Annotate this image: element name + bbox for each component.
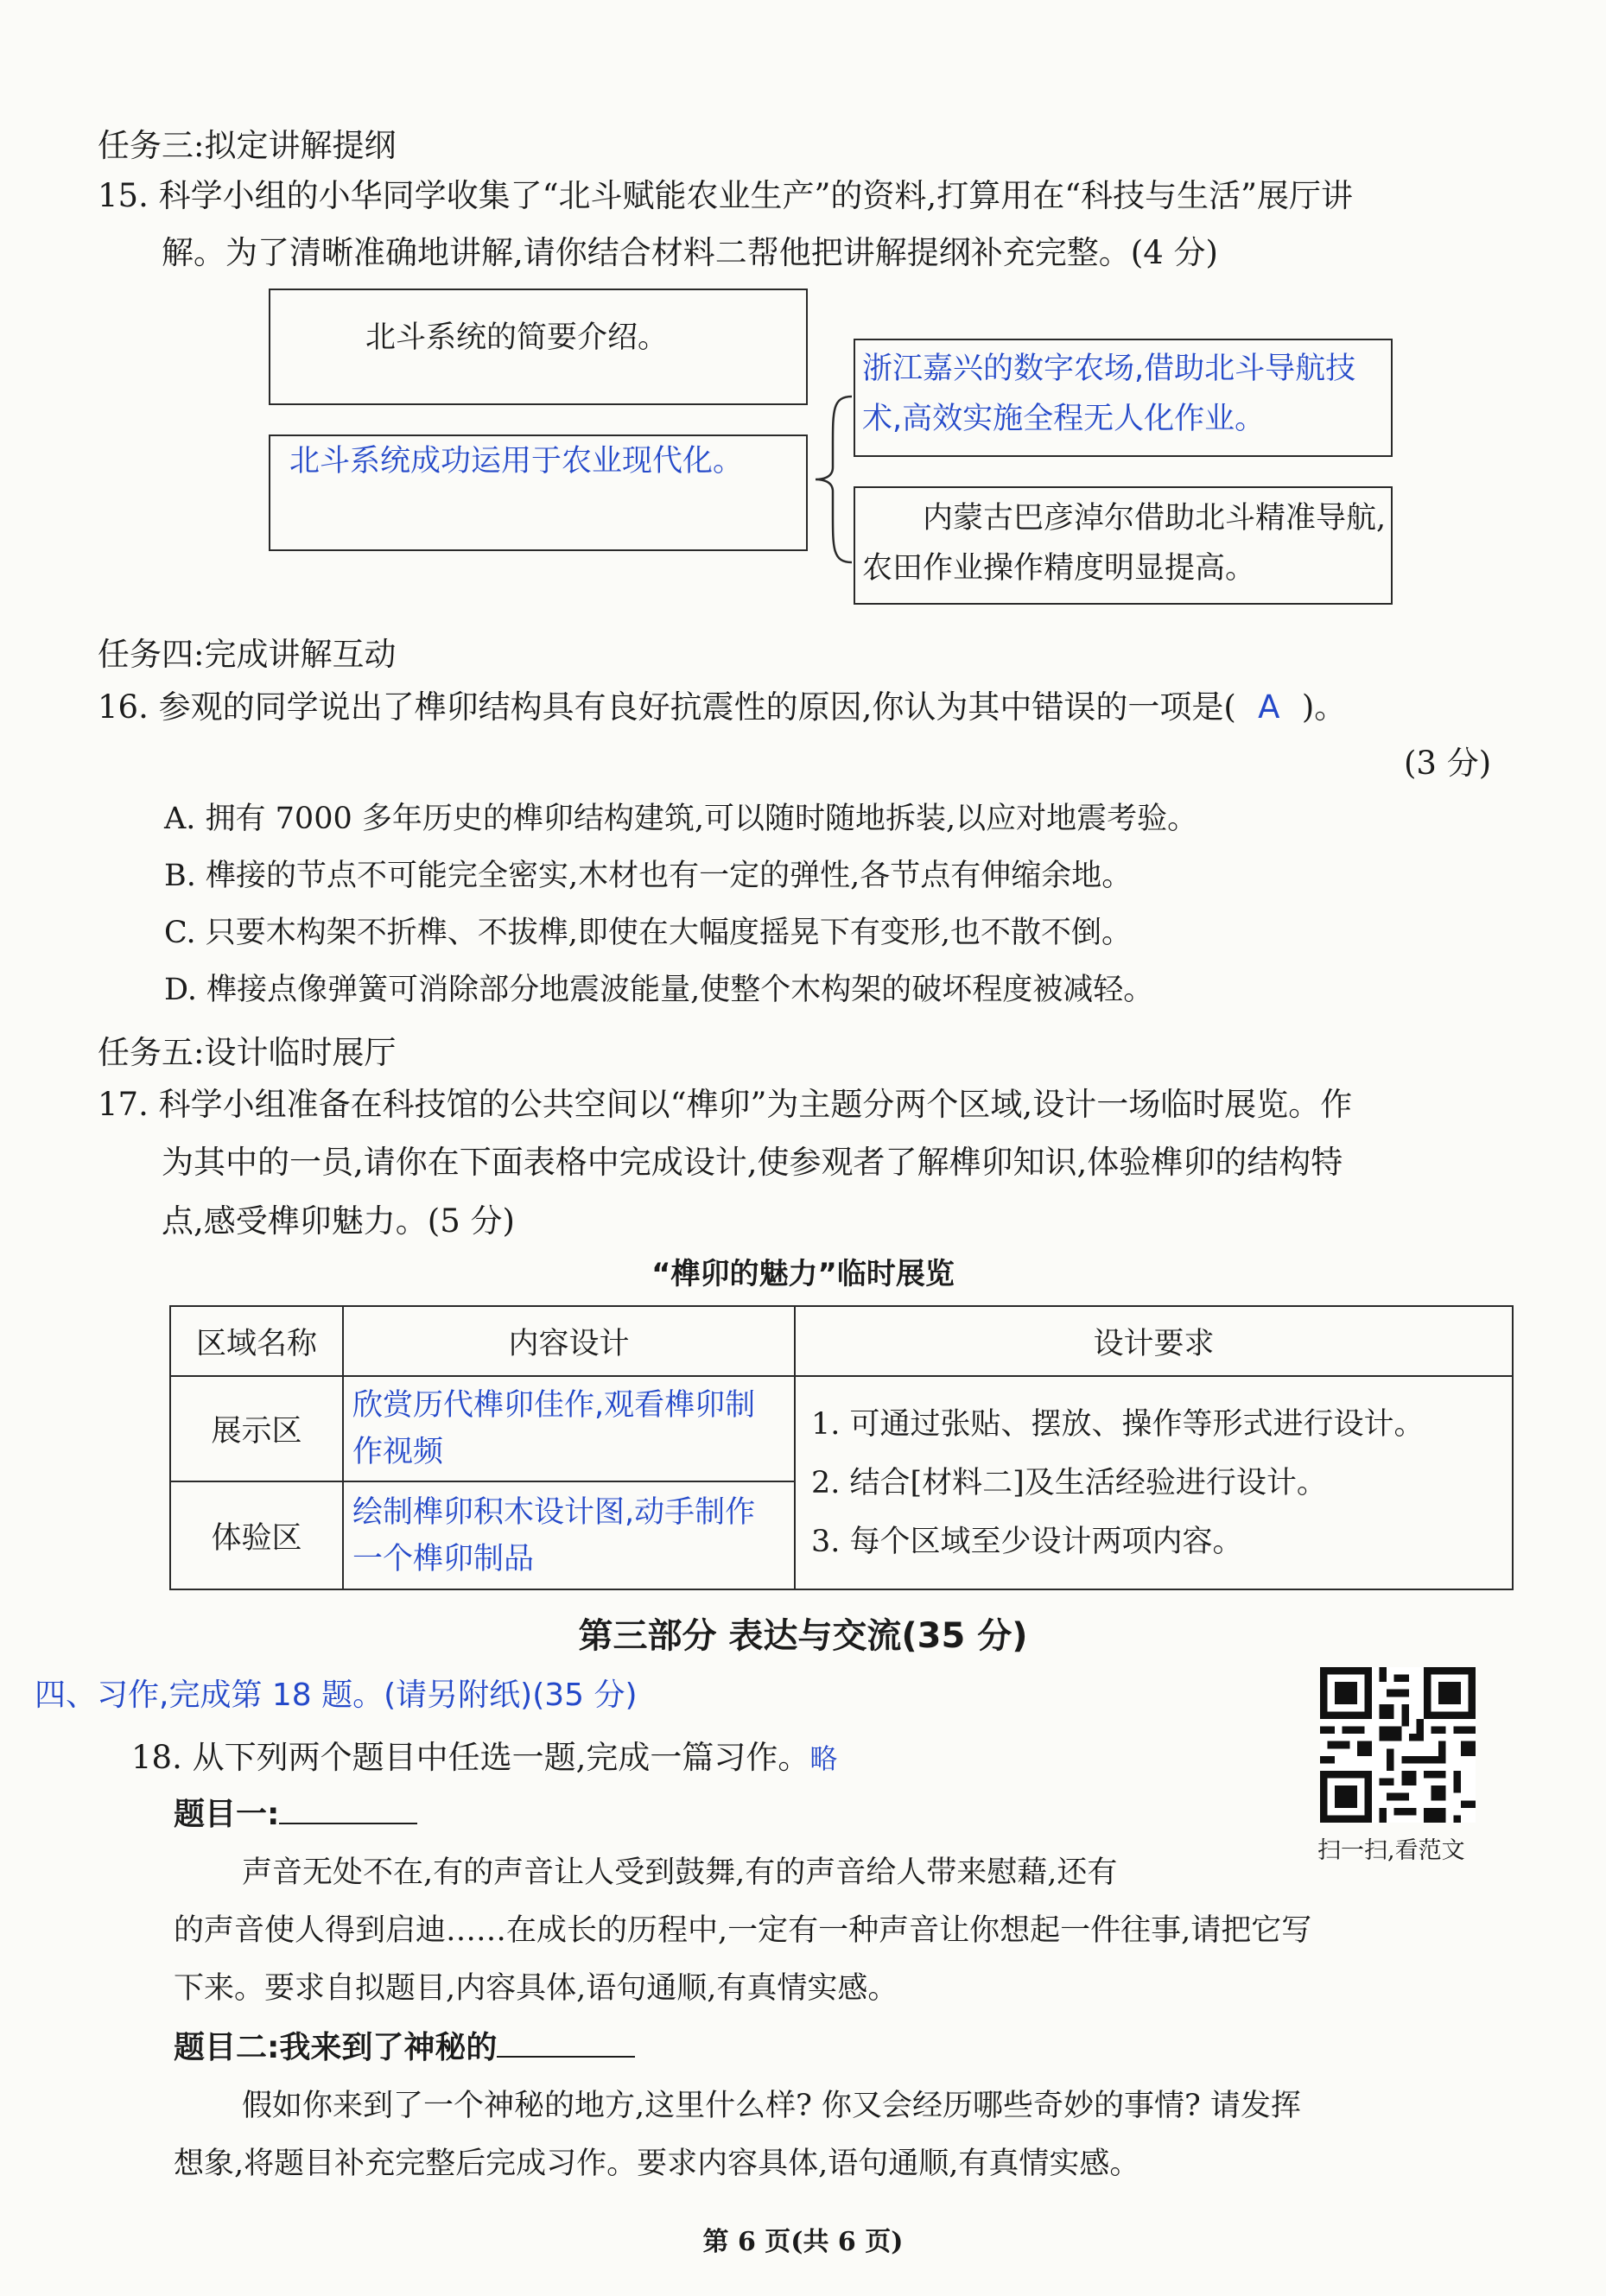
q18-text: 18. 从下列两个题目中任选一题,完成一篇习作。 bbox=[131, 1739, 810, 1776]
q16-text: 16. 参观的同学说出了榫卯结构具有良好抗震性的原因,你认为其中错误的一项是( bbox=[98, 688, 1236, 726]
q17-line1: 17. 科学小组准备在科技馆的公共空间以“榫卯”为主题分两个区域,设计一场临时展览。作 bbox=[98, 1086, 1353, 1123]
header-zone: 区域名称 bbox=[170, 1306, 343, 1376]
outline-intro-text: 北斗系统的简要介绍。 bbox=[365, 320, 669, 355]
topic2-p1: 假如你来到了一个神秘的地方,这里什么样? 你又会经历哪些奇妙的事情? 请发挥 bbox=[242, 2089, 1301, 2123]
header-content: 内容设计 bbox=[343, 1306, 795, 1376]
q17-line3: 点,感受榫卯魅力。(5 分) bbox=[162, 1202, 515, 1240]
exhibit-table bbox=[169, 1305, 1514, 1590]
outline-answer-text: 北斗系统成功运用于农业现代化。 bbox=[289, 444, 744, 479]
option-b: B. 榫接的节点不可能完全密实,木材也有一定的弹性,各节点有伸缩余地。 bbox=[164, 859, 1133, 893]
outline-box-answer bbox=[269, 434, 808, 551]
content-display: 欣赏历代榫卯佳作,观看榫卯制作视频 bbox=[343, 1376, 795, 1481]
header-requirements: 设计要求 bbox=[795, 1306, 1513, 1376]
q16-close: )。 bbox=[1301, 688, 1347, 726]
task4-heading: 任务四:完成讲解互动 bbox=[98, 636, 397, 673]
outline-neimeng-text: 内蒙古巴彦淖尔借助北斗精准导航,农田作业操作精度明显提高。 bbox=[862, 501, 1387, 586]
zone-display: 展示区 bbox=[170, 1376, 343, 1481]
requirement-1: 1. 可通过张贴、摆放、操作等形式进行设计。 bbox=[811, 1406, 1425, 1442]
table-row bbox=[170, 1376, 1513, 1481]
q18-line bbox=[131, 1731, 837, 1778]
content-experience: 绘制榫卯积木设计图,动手制作一个榫卯制品 bbox=[343, 1481, 795, 1589]
outline-box-neimeng bbox=[854, 486, 1393, 605]
option-d: D. 榫接点像弹簧可消除部分地震波能量,使整个木构架的破坏程度被减轻。 bbox=[164, 973, 1154, 1007]
topic1-label: 题目一: bbox=[174, 1797, 280, 1832]
part3-title: 第三部分 表达与交流(35 分) bbox=[578, 1616, 1028, 1656]
topic1-p2: 的声音使人得到启迪……在成长的历程中,一定有一种声音让你想起一件往事,请把它写 bbox=[174, 1913, 1312, 1948]
topic2-p2: 想象,将题目补充完整后完成习作。要求内容具体,语句通顺,有真情实感。 bbox=[174, 2147, 1140, 2181]
task5-heading: 任务五:设计临时展厅 bbox=[98, 1034, 397, 1071]
table-header-row bbox=[170, 1306, 1513, 1376]
qr-caption: 扫一扫,看范文 bbox=[1317, 1837, 1465, 1864]
section4-heading: 四、习作,完成第 18 题。(请另附纸)(35 分) bbox=[35, 1678, 638, 1713]
outline-box-intro bbox=[269, 289, 808, 405]
option-c: C. 只要木构架不折榫、不拔榫,即使在大幅度摇晃下有变形,也不散不倒。 bbox=[164, 916, 1133, 950]
q17-line2: 为其中的一员,请你在下面表格中完成设计,使参观者了解榫卯知识,体验榫卯的结构特 bbox=[162, 1144, 1343, 1181]
topic2-label-line bbox=[174, 2023, 635, 2067]
page-footer: 第 6 页(共 6 页) bbox=[702, 2227, 904, 2257]
topic1-p1: 声音无处不在,有的声音让人受到鼓舞,有的声音给人带来慰藉,还有 bbox=[242, 1855, 1118, 1890]
qr-code-icon[interactable] bbox=[1320, 1667, 1476, 1823]
topic1-label-line bbox=[174, 1790, 417, 1834]
q16-score: (3 分) bbox=[1404, 745, 1492, 782]
q15-line1: 15. 科学小组的小华同学收集了“北斗赋能农业生产”的资料,打算用在“科技与生活”展厅讲 bbox=[98, 177, 1354, 214]
topic1-p3: 下来。要求自拟题目,内容具体,语句通顺,有真情实感。 bbox=[174, 1971, 898, 2006]
outline-box-zhejiang bbox=[854, 339, 1393, 457]
q16-answer: A bbox=[1258, 688, 1280, 726]
requirements-cell bbox=[795, 1376, 1513, 1589]
task3-heading: 任务三:拟定讲解提纲 bbox=[98, 127, 397, 164]
brace-icon bbox=[812, 393, 857, 566]
option-a: A. 拥有 7000 多年历史的榫卯结构建筑,可以随时随地拆装,以应对地震考验。 bbox=[164, 802, 1198, 836]
zone-experience: 体验区 bbox=[170, 1481, 343, 1589]
requirement-3: 3. 每个区域至少设计两项内容。 bbox=[811, 1524, 1243, 1559]
q16-line bbox=[98, 681, 1346, 727]
requirement-2: 2. 结合[材料二]及生活经验进行设计。 bbox=[811, 1465, 1327, 1500]
q15-line2: 解。为了清晰准确地讲解,请你结合材料二帮他把讲解提纲补充完整。(4 分) bbox=[162, 234, 1218, 271]
table-title: “榫卯的魅力”临时展览 bbox=[651, 1257, 955, 1291]
q18-answer: 略 bbox=[809, 1742, 838, 1775]
topic2-label: 题目二:我来到了神秘的 bbox=[174, 2030, 498, 2065]
topic1-blank bbox=[279, 1797, 417, 1824]
outline-zhejiang-text: 浙江嘉兴的数字农场,借助北斗导航技术,高效实施全程无人化作业。 bbox=[862, 352, 1356, 436]
topic2-blank bbox=[497, 2030, 635, 2058]
